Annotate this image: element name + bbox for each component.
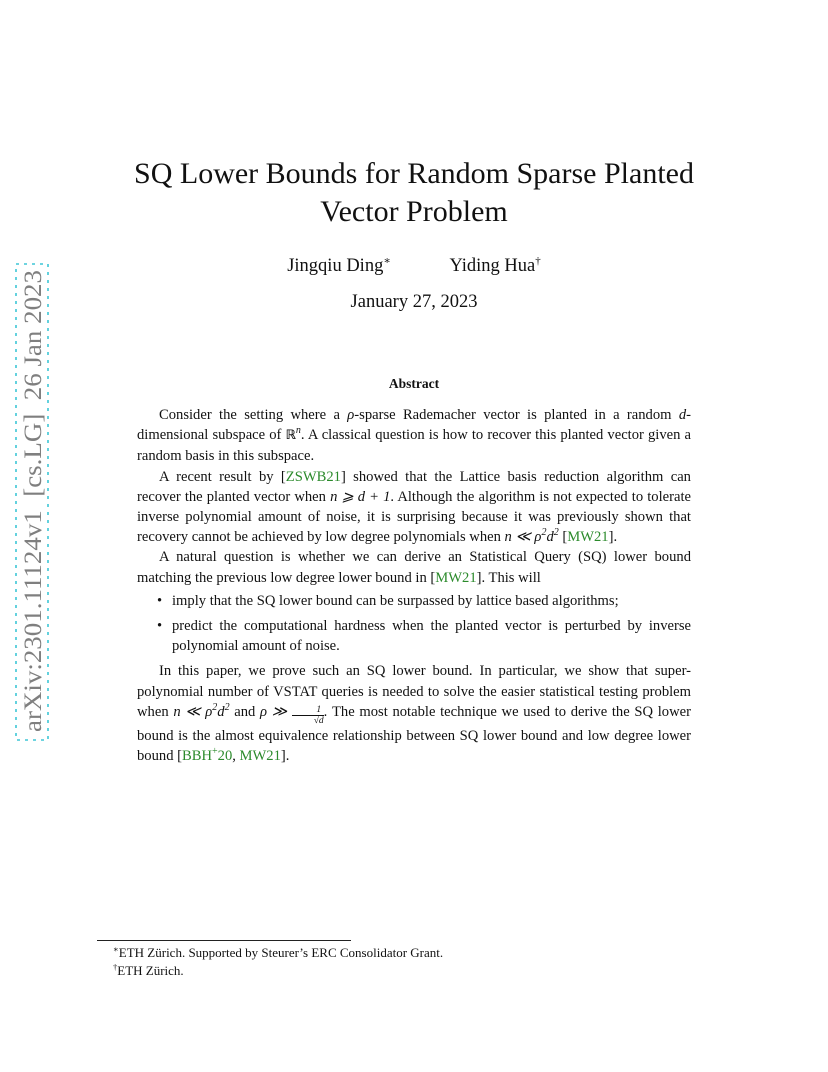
author-1 xyxy=(287,254,391,277)
abstract-paragraph-4 xyxy=(137,661,691,766)
abstract-bullet-list xyxy=(137,591,691,657)
math-part: d xyxy=(217,703,225,720)
author-footnote-mark[interactable]: † xyxy=(535,255,541,267)
author-name: Yiding Hua xyxy=(449,256,536,276)
math-part: n ≪ ρ xyxy=(504,529,542,546)
text-run: . Although the algorithm is not expected to tolerate inverse polynomial amount of noise, it is surprising because it was previously shown that recovery cannot be achieved by low degree polynomials when xyxy=(137,488,691,546)
text-run: ]. xyxy=(280,748,290,765)
citation-link-mw21[interactable]: MW21 xyxy=(239,748,281,765)
list-item xyxy=(137,591,691,611)
math-superscript-2: 2 xyxy=(224,701,230,713)
footnote-1 xyxy=(113,944,713,962)
title-line-2: Vector Problem xyxy=(320,195,508,228)
fraction-numerator: 1 xyxy=(292,705,324,716)
text-run: In this paper, we prove such an SQ lower bound. In particular, we show that super-polynomial number of VSTAT queries is needed to solve the easier statistical testing problem when xyxy=(137,663,691,720)
footnote-2 xyxy=(113,962,713,980)
text-run: [ xyxy=(558,529,568,546)
footnote-mark: † xyxy=(113,962,118,972)
citation-link-mw21[interactable]: MW21 xyxy=(435,569,477,586)
math-superscript-2: 2 xyxy=(553,527,559,539)
arxiv-identifier-stamp xyxy=(14,262,50,742)
abstract-paragraph-3 xyxy=(137,547,691,587)
math-part: n ≪ ρ xyxy=(173,703,213,720)
text-run: -sparse Rademacher vector is planted in a random xyxy=(354,407,679,423)
bullet-icon: • xyxy=(157,592,163,609)
math-n-geq-d-plus-1: n ⩾ d + 1 xyxy=(330,488,391,505)
arxiv-id-text: arXiv:2301.11124v1 [cs.LG] 26 Jan 2023 xyxy=(20,303,47,732)
author-name: Jingqiu Ding xyxy=(287,256,384,276)
citation-text: BBH xyxy=(182,748,213,765)
math-fraction-one-over-sqrt-d xyxy=(292,705,324,726)
text-run: ] showed that the Lattice basis reduction algorithm can recover the planted vector when xyxy=(137,468,691,505)
footnote-divider xyxy=(97,940,351,941)
math-superscript-2: 2 xyxy=(541,527,547,539)
math-n-ll-rho2-d2 xyxy=(173,701,230,720)
math-d: d xyxy=(678,407,687,423)
text-run: . A classical question is how to recover this planted vector given a random basis in this subspace. xyxy=(137,427,691,465)
footnote-text: ETH Zürich. xyxy=(117,963,184,978)
list-item-text: predict the computational hardness when the planted vector is perturbed by inverse polynomial amount of noise. xyxy=(172,618,691,655)
list-item-text: imply that the SQ lower bound can be surpassed by lattice based algorithms; xyxy=(172,592,619,609)
citation-superscript: + xyxy=(212,746,218,758)
author-list xyxy=(0,254,828,277)
text-run: ]. This will xyxy=(476,569,541,586)
title-line-1: SQ Lower Bounds for Random Sparse Planted xyxy=(134,157,694,190)
fraction-denominator: √d xyxy=(313,715,324,726)
citation-text: 20 xyxy=(217,748,233,765)
paper-title xyxy=(0,155,828,231)
citation-link-mw21[interactable]: MW21 xyxy=(567,529,609,546)
text-run: -dimensional subspace of xyxy=(137,407,691,444)
math-rho-gg: ρ ≫ xyxy=(260,703,292,720)
math-part: d xyxy=(546,529,554,546)
footnote-text: ETH Zürich. Supported by Steurer’s ERC Consolidator Grant. xyxy=(118,945,444,960)
math-n-ll-rho2-d2 xyxy=(505,529,559,545)
abstract-heading: Abstract xyxy=(388,376,440,391)
math-rho: ρ xyxy=(347,407,355,423)
bullet-icon: • xyxy=(157,618,163,635)
footnote-mark: ∗ xyxy=(113,944,119,954)
text-run: . The most notable technique we used to derive the SQ lower bound is the almost equivalence relationship between SQ lower bound and low degree lower bound [ xyxy=(137,703,691,765)
paper-date: January 27, 2023 xyxy=(350,292,478,312)
abstract-paragraph-1 xyxy=(137,405,691,467)
author-2 xyxy=(449,255,540,277)
abstract-body xyxy=(137,405,691,766)
math-real-numbers: ℝ xyxy=(285,428,296,444)
citation-link-bbh20[interactable] xyxy=(182,748,232,764)
author-footnote-mark[interactable]: ∗ xyxy=(383,255,391,267)
citation-link-zswb21[interactable]: ZSWB21 xyxy=(285,468,341,485)
abstract-paragraph-2 xyxy=(137,467,691,548)
footnotes xyxy=(113,944,713,980)
math-superscript-n: n xyxy=(295,425,301,437)
text-run: A natural question is whether we can derive an Statistical Query (SQ) lower bound matching the previous low degree lower bound in [ xyxy=(137,549,691,586)
text-run: Consider the setting where a xyxy=(159,407,348,423)
text-run: A recent result by [ xyxy=(159,468,286,485)
text-run: ]. xyxy=(608,529,618,546)
text-run: , xyxy=(232,748,240,765)
math-superscript-2: 2 xyxy=(212,701,218,713)
text-run: and xyxy=(229,703,261,720)
list-item xyxy=(137,616,691,656)
